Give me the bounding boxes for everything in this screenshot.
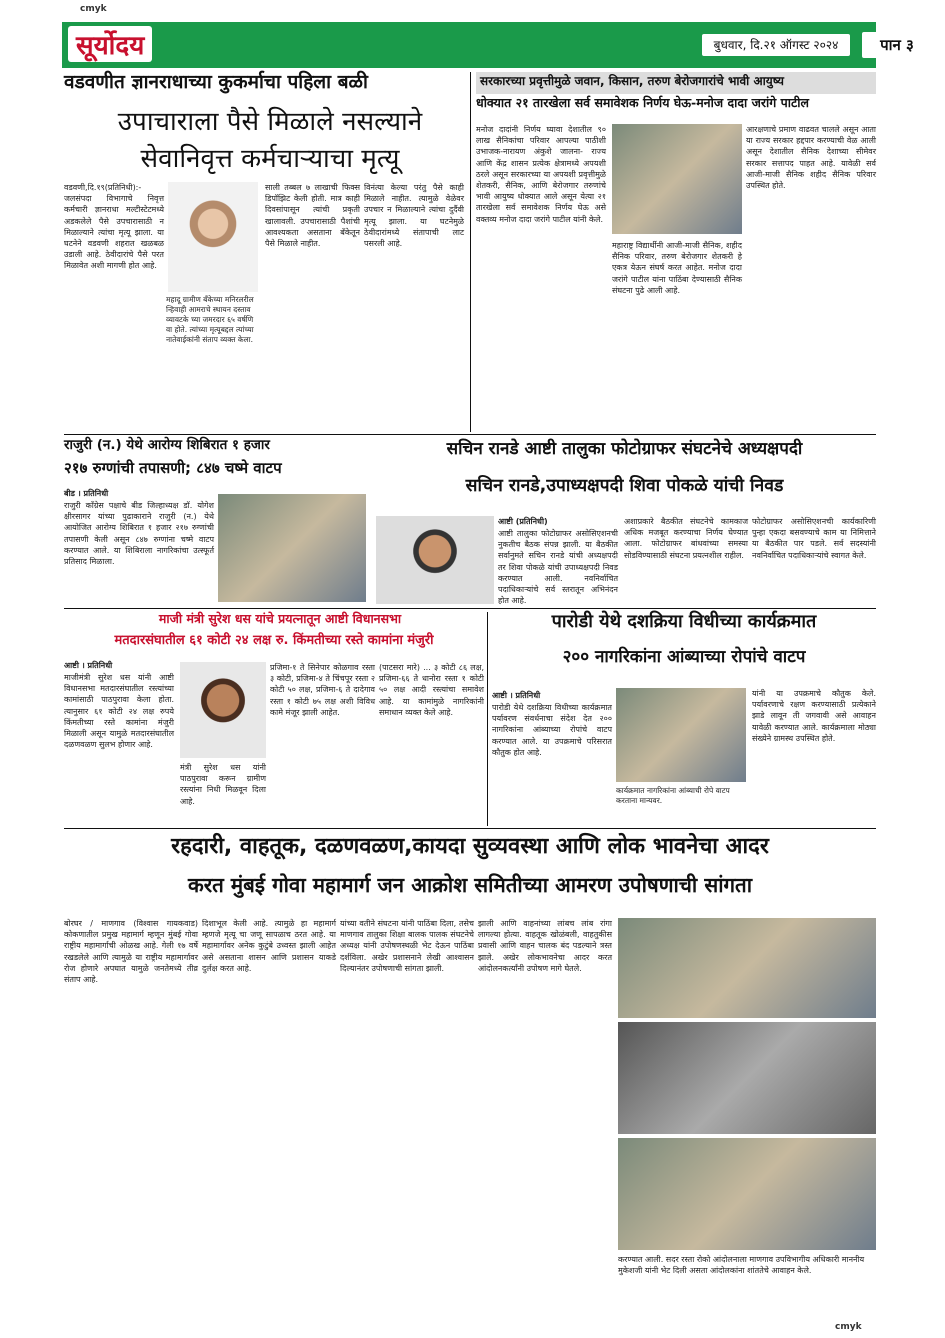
newspaper-logo: सूर्योदय xyxy=(68,26,152,62)
print-mark-top: cmyk xyxy=(80,4,107,14)
story7-body-col4: झाली आणि वाहनांच्या लांबच लांब रांगा लागल्या होत्या. वाहतूक खोळंबली, वाहतुकीस प्रवासी आणि वाहन चालक बंद पडल्याने त्रस्त झाले. अखेर लोकभावनेचा आदर करत आंदोलनकर्त्यांनी उपोषण मागे घेतले. xyxy=(478,919,612,973)
story7-body-col1: बोरघर / माणगाव (विश्वास गायकवाड) कोकणातील प्रमुख महामार्ग म्हणून मुंबई गोवा राष्ट्रीय महामार्गाची ओळख आहे. गेली १७ वर्षे रखडलेले आणि त्यामुळे या राष्ट्रीय महामार्गावर रोज होणारे अपघात यामुळे जनतेमध्ये तीव्र संताप आहे. xyxy=(64,919,198,985)
story6-dateline: आष्टी । प्रतिनिधी xyxy=(492,691,541,700)
story4-headline-line2: सचिन रानडे,उपाध्यक्षपदी शिवा पोकळे यांची निवड xyxy=(465,476,784,496)
story4-body: आष्टी तालुका फोटोग्राफर असोसिएशनची नुकतीच बैठक संपन्न झाली. या बैठकीत सर्वानुमते सचिन रानडे यांची अध्यक्षपदी तर शिवा पोकळे यांची उपाध्यक्षपदी निवड करण्यात आली. नवनिर्वाचित पदाधिकाऱ्यांचे सर्व स्तरातून अभिनंदन होत आहे. xyxy=(498,529,618,606)
story5-dateline: आष्टी । प्रतिनिधी xyxy=(64,661,113,670)
story5-portrait-photo xyxy=(180,662,266,758)
story5-body: माजीमंत्री सुरेश धस यांनी आष्टी विधानसभा मतदारसंघातील रस्त्यांच्या कामांसाठी पाठपुरावा केला होता. त्यानुसार ६१ कोटी २४ लक्ष रुपये किंमतीच्या रस्ते कामांना मंजुरी मिळाली असून यामुळे मतदारसंघातील दळणवळण सुलभ होणार आहे. xyxy=(64,673,174,750)
story1-body-col2: साली तब्बल ७ लाखाची फिक्स डिपॉझिट केली होती. मात्र काही दिवसांपासून त्यांची प्रकृती खालावली. उपचारासाठी पैशांची आवश्यकता असताना बँकेतून पैसे मिळाले नाहीत. xyxy=(265,183,360,249)
story1-headline-line2: सेवानिवृत्त कर्मचाऱ्याचा मृत्यू xyxy=(140,144,400,174)
story1-portrait-photo xyxy=(168,182,258,292)
story7-body-col3: यांच्या वतीने संघटना यांनी पाठिंबा दिला, तसेच माणगाव तालुका शिक्षा बालक पालक संघटनेचे अध्यक्ष यांनी उपोषणस्थळी भेट देऊन पाठिंबा दर्शविला. अखेर प्रशासनाने लेखी आश्वासन दिल्यानंतर उपोषणाची सांगता झाली. xyxy=(340,919,474,973)
story2-body-col3: आरक्षणाचे प्रमाण वाढवत चालले असून आता या राज्य सरकार हद्दपार करण्याची वेळ आली असून देशातील सैनिक देशाच्या सीमेवर सरकार सत्तापद पाहत आहे. यावेळी सर्व आजी-माजी सैनिक शहीद सैनिक परिवार उपस्थित होते. xyxy=(746,125,876,191)
story6-headline-line1: पारोडी येथे दशक्रिया विधीच्या कार्यक्रमात xyxy=(551,611,817,632)
story3-headline-line2: २१७ रुग्णांची तपासणी; ८४७ चष्मे वाटप xyxy=(64,459,282,477)
story5-kicker: माजी मंत्री सुरेश धस यांचे प्रयत्नातून आष्टी विधानसभा xyxy=(158,611,402,626)
story3-headline-line1: राजुरी (न.) येथे आरोग्य शिबिरात १ हजार xyxy=(64,437,270,453)
story1-photo-caption: महादू ग्रामीण बँकेच्या मनिरलरील न्हिवाही आमराचे स्थायन दस्ताव व्यावटके च्या जमरदार ६५ वर्षणि वा होते. त्यांच्या मृत्यूबद्दल त्यांच्या नातेवाईकांनी संताप व्यक्त केला. xyxy=(166,295,254,344)
story4-headline-line1: सचिन रानडे आष्टी तालुका फोटोग्राफर संघटनेचे अध्यक्षपदी xyxy=(446,439,803,459)
story3-body: राजुरी काँग्रेस पक्षाचे बीड जिल्हाध्यक्ष डॉ. योगेश क्षीरसागर यांच्या पुढाकाराने राजुरी (न.) येथे आयोजित आरोग्य शिबिरात १ हजार २१७ रुग्णांची तपासणी केली असून ८४७ रुग्णांना चष्मे वाटप करण्यात आले. या शिबिराला नागरिकांचा उत्स्फूर्त प्रतिसाद मिळाला. xyxy=(64,501,214,567)
story4-body-col3: फोटोग्राफर असोसिएशनची कार्यकारिणी पुन्हा एकदा बसवण्याचे काम या निमित्ताने या बैठकीत पार पडले. सर्व सदस्यांनी नवनिर्वाचित पदाधिकाऱ्यांचे स्वागत केले. xyxy=(752,517,876,560)
masthead-bar xyxy=(62,22,914,68)
story1-headline-line1: उपाचाराला पैसे मिळाले नसल्याने xyxy=(117,107,423,137)
story4-dateline: आष्टी (प्रतिनिधी) xyxy=(498,517,548,526)
story5-body-col2: मंत्री सुरेश धस यांनी पाठपुरावा करून ग्रामीण रस्त्यांना निधी मिळवून दिला आहे. xyxy=(180,763,266,806)
story2-headline: धोक्यात २१ तारखेला सर्व समावेशक निर्णय घेऊ-मनोज दादा जरांगे पाटील xyxy=(476,95,809,110)
section-divider xyxy=(64,608,876,609)
story7-headline-line1: रहदारी, वाहतूक, दळणवळण,कायदा सुव्यवस्था आणि लोक भावनेचा आदर xyxy=(171,834,769,859)
story7-protest-photo-3 xyxy=(618,1138,876,1250)
story2-body-col1: मनोज दादांनी निर्णय घ्यावा देशातील ९० लाख सैनिकांचा परिवार आपल्या पाठीशी उभाजक-नारायण अंकुशे जालना- राज्य आणि केंद्र शासन प्रत्येक क्षेत्रामध्ये अपयशी ठरले असून सरकारच्या या अपयशी प्रवृत्तीमुळे शेतकरी, सैनिक, आणि बेरोजगार तरुणांचे भावी आयुष्य धोक्यात आले असून येत्या २१ तारखेला सर्व समावेशक निर्णय घेऊ असे वक्तव्य मनोज दादा जरांगे पाटील यांनी केले. xyxy=(476,125,606,224)
story5-body-col4: (पाटसरा मारे) ... ३ कोटी ८६ लक्ष, प्रजिमा-६६ ते धानोरा रस्ता १ कोटी ५० लक्ष आदी रस्त्यांचा समावेश आहे. या कामांमुळे नागरिकांनी समाधान व्यक्त केले आहे. xyxy=(379,663,484,717)
story6-body-col3: यांनी या उपक्रमाचे कौतुक केले. पर्यावरणाचे रक्षण करण्यासाठी प्रत्येकाने झाडे लावून ती जगवावी असे आवाहन यावेळी करण्यात आले. कार्यक्रमाला मोठ्या संख्येने ग्रामस्थ उपस्थित होते. xyxy=(752,689,876,743)
story1-body-col3: विनंत्या केल्या परंतु पैसे काही मिळाले नाहीत. त्यामुळे वेळेवर उपचार न मिळाल्याने त्यांचा दुर्दैवी मृत्यू झाला. या घटनेमुळे ठेवीदारांमध्ये संतापाची लाट पसरली आहे. xyxy=(364,183,464,249)
section-divider xyxy=(64,434,876,435)
issue-date: बुधवार, दि.२१ ऑगस्ट २०२४ xyxy=(702,34,850,56)
story4-body-col2: अशाप्रकारे बैठकीत संघटनेचे कामकाज अधिक मजबूत करण्याचा निर्णय घेण्यात आला. फोटोग्राफर बांधवांच्या समस्या सोडविण्यासाठी संघटना प्रयत्नशील राहील. xyxy=(624,517,748,560)
story3-dateline: बीड । प्रतिनिधी xyxy=(64,489,109,498)
story2-body-col2: महाराष्ट्र विद्यार्थीनी आजी-माजी सैनिक, शहीद सैनिक परिवार, तरुण बेरोजगार शेतकरी हे एकत्र येऊन संघर्ष करत आहेत. मनोज दादा जरांगे पाटील यांना पाठिंबा देण्यासाठी सैनिक संघटना पुढे आली आहे. xyxy=(612,241,742,295)
story6-photo-caption: कार्यक्रमात नागरिकांना आंब्याची रोपे वाटप करताना मान्यवर. xyxy=(616,786,730,805)
story2-kicker: सरकारच्या प्रवृत्तीमुळे जवान, किसान, तरुण बेरोजगारांचे भावी आयुष्य xyxy=(480,74,784,88)
story4-portrait-photo xyxy=(376,516,494,604)
print-mark-bottom: cmyk xyxy=(835,1322,862,1332)
story7-headline-line2: करत मुंबई गोवा महामार्ग जन आक्रोश समितीच्या आमरण उपोषणाची सांगता xyxy=(187,873,753,897)
story7-photo-caption: करण्यात आली. सदर रस्ता रोको आंदोलनाला माणगाव उपविभागीय अधिकारी माननीय मुकेशजी यांनी भेट दिली असता आंदोलकांना शांततेचे आवाहन केले. xyxy=(618,1255,865,1275)
story6-event-photo xyxy=(616,688,746,782)
story7-protest-photo-1 xyxy=(618,918,876,1018)
story3-camp-photo xyxy=(218,494,366,602)
column-divider xyxy=(470,72,471,432)
story6-body: पारोडी येथे दशक्रिया विधीच्या कार्यक्रमात पर्यावरण संवर्धनाचा संदेश देत २०० नागरिकांना आंब्याच्या रोपांचे वाटप करण्यात आले. या उपक्रमाचे परिसरात कौतुक होत आहे. xyxy=(492,703,612,757)
story7-protest-photo-2 xyxy=(618,1022,876,1134)
section-divider xyxy=(64,828,876,829)
story5-headline: मतदारसंघातील ६१ कोटी २४ लक्ष रु. किंमतीच्या रस्ते कामांना मंजुरी xyxy=(114,633,434,648)
story6-headline-line2: २०० नागरिकांना आंब्याच्या रोपांचे वाटप xyxy=(562,647,806,667)
story1-kicker: वडवणीत ज्ञानराधाच्या कुकर्माचा पहिला बळी xyxy=(64,71,368,93)
page-number: पान ३ xyxy=(862,32,932,58)
story1-body-col1: वडवणी,दि.१९(प्रतिनिधी):- जलसंपदा विभागाचे निवृत्त कर्मचारी ज्ञानराधा मल्टीस्टेटमध्ये अडकलेले पैसे उपचारासाठी न मिळाल्याने त्यांचा मृत्यू झाला. या घटनेने वडवणी शहरात खळबळ उडाली आहे. ठेवीदारांचे पैसे परत मिळावेत अशी मागणी होत आहे. xyxy=(64,183,164,271)
story3-body-cont xyxy=(64,538,214,598)
story5-body-col3: प्रजिमा-१ ते सिनेपार कोळगाव रस्ता ३ कोटी, प्रजिमा-४ ते चिंचपूर रस्ता २ कोटी ५० लक्ष, प्रजिमा-६ ते दादेगाव रस्ता १ कोटी ७५ लक्ष अशी विविध कामे मंजूर झाली आहेत. xyxy=(270,663,375,717)
column-divider xyxy=(487,612,488,826)
story7-body-col2: दिशाभूल केली आहे. त्यामुळे हा महामार्ग म्हणजे मृत्यू चा जणू सापळाच ठरत आहे. या महामार्गावर अनेक कुटुंबे उध्वस्त झाली आहेत असे असताना शासन आणि प्रशासन याकडे दुर्लक्ष करत आहे. xyxy=(202,919,336,973)
story2-rally-photo xyxy=(612,124,742,234)
